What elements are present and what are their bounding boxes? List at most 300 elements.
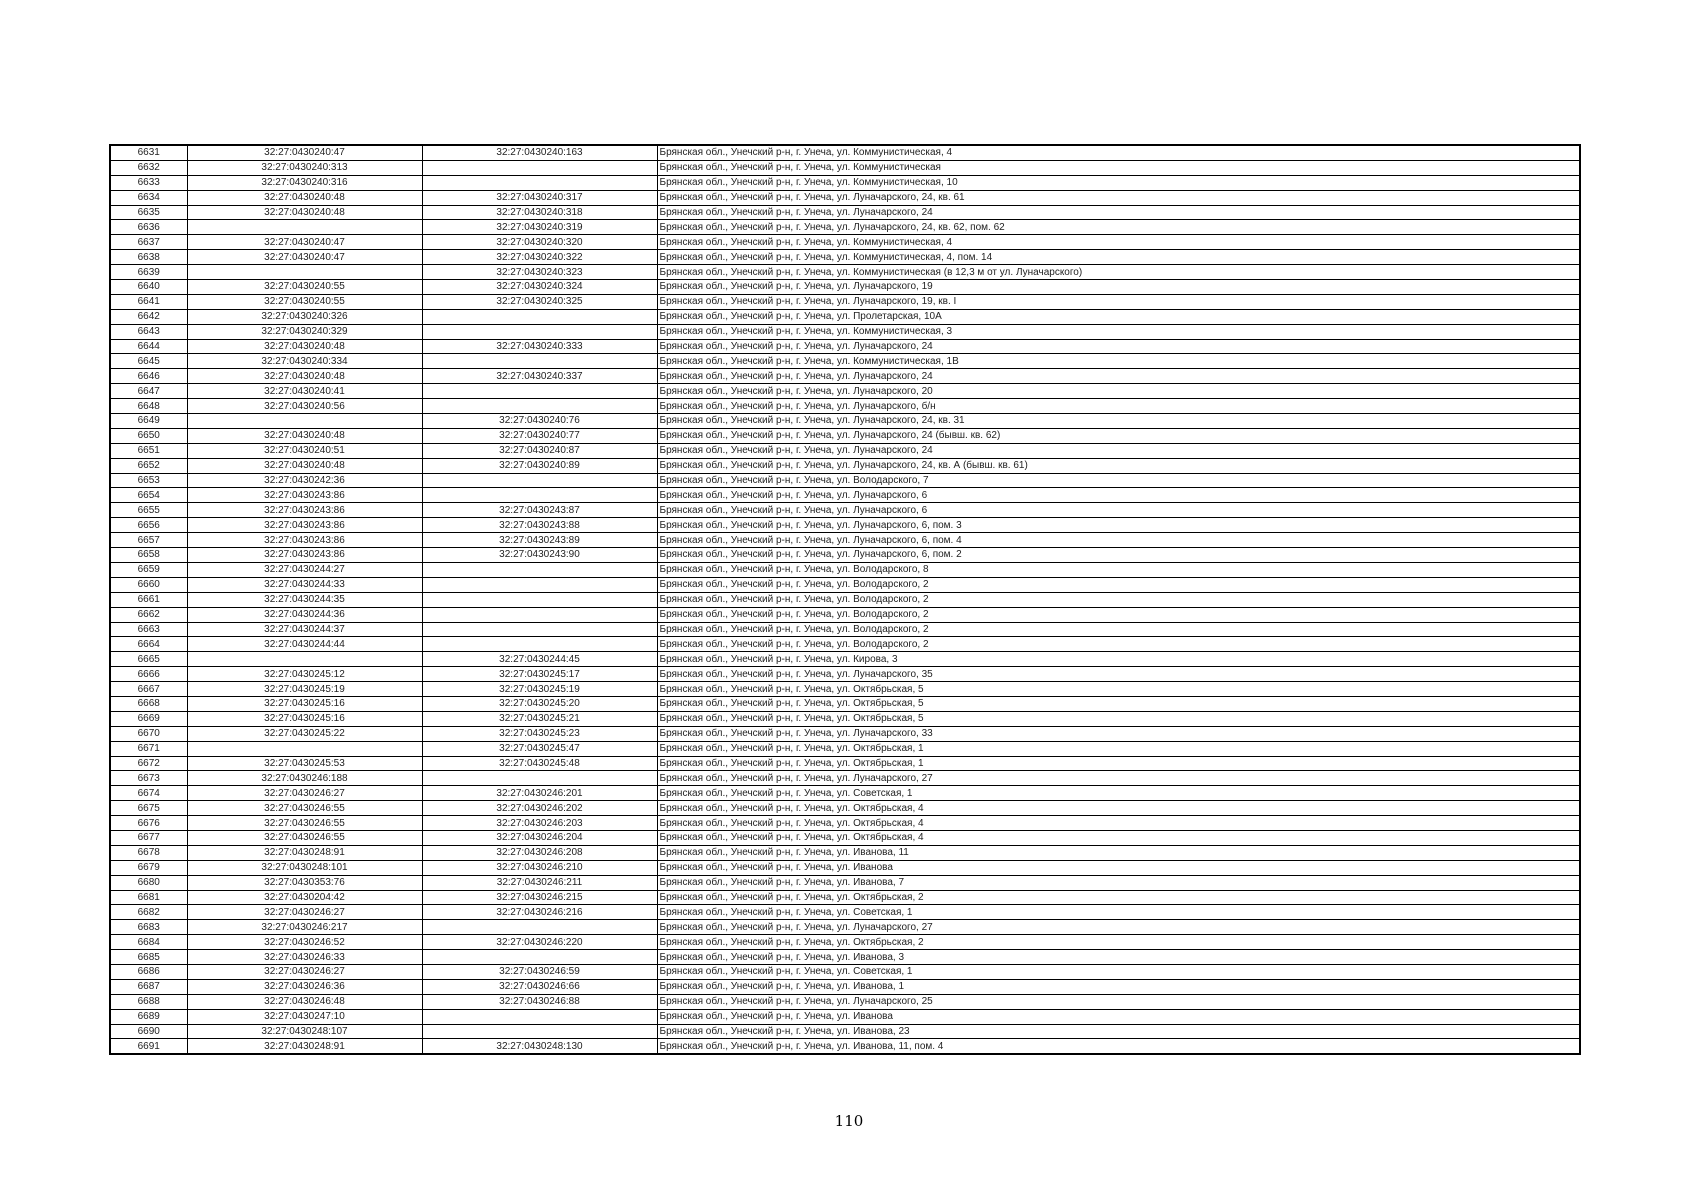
parcel-number-cell: 32:27:0430246:48	[187, 994, 422, 1009]
row-number-cell: 6666	[110, 667, 187, 682]
parcel-number-cell: 32:27:0430240:48	[187, 339, 422, 354]
table-row	[110, 1024, 1580, 1039]
address-cell: Брянская обл., Унечский р-н, г. Унеча, ул. Луначарского, 6, пом. 4	[657, 533, 1580, 548]
parcel-number-cell: 32:27:0430240:51	[187, 443, 422, 458]
address-cell: Брянская обл., Унечский р-н, г. Унеча, ул. Луначарского, 24	[657, 205, 1580, 220]
table-row	[110, 205, 1580, 220]
parcel-number-cell: 32:27:0430243:86	[187, 488, 422, 503]
row-number-cell: 6635	[110, 205, 187, 220]
table-row	[110, 250, 1580, 265]
parcel-number-cell: 32:27:0430245:16	[187, 696, 422, 711]
object-number-cell: 32:27:0430243:90	[422, 548, 657, 563]
address-cell: Брянская обл., Унечский р-н, г. Унеча, ул. Володарского, 2	[657, 637, 1580, 652]
row-number-cell: 6652	[110, 458, 187, 473]
row-number-cell: 6659	[110, 562, 187, 577]
row-number-cell: 6689	[110, 1009, 187, 1024]
row-number-cell: 6633	[110, 175, 187, 190]
address-cell: Брянская обл., Унечский р-н, г. Унеча, ул. Луначарского, 25	[657, 994, 1580, 1009]
address-cell: Брянская обл., Унечский р-н, г. Унеча, ул. Октябрьская, 1	[657, 741, 1580, 756]
row-number-cell: 6687	[110, 979, 187, 994]
address-cell: Брянская обл., Унечский р-н, г. Унеча, ул. Луначарского, 35	[657, 667, 1580, 682]
parcel-number-cell: 32:27:0430248:91	[187, 845, 422, 860]
address-cell: Брянская обл., Унечский р-н, г. Унеча, ул. Луначарского, 19, кв. I	[657, 294, 1580, 309]
address-cell: Брянская обл., Унечский р-н, г. Унеча, ул. Октябрьская, 1	[657, 756, 1580, 771]
table-row	[110, 458, 1580, 473]
address-cell: Брянская обл., Унечский р-н, г. Унеча, ул. Луначарского, 24, кв. А (бывш. кв. 61)	[657, 458, 1580, 473]
row-number-cell: 6685	[110, 950, 187, 965]
address-cell: Брянская обл., Унечский р-н, г. Унеча, ул. Луначарского, 27	[657, 920, 1580, 935]
address-cell: Брянская обл., Унечский р-н, г. Унеча, ул. Луначарского, б/н	[657, 399, 1580, 414]
address-cell: Брянская обл., Унечский р-н, г. Унеча, ул. Советская, 1	[657, 905, 1580, 920]
object-number-cell	[422, 324, 657, 339]
address-cell: Брянская обл., Унечский р-н, г. Унеча, ул. Луначарского, 24, кв. 31	[657, 414, 1580, 429]
row-number-cell: 6641	[110, 294, 187, 309]
object-number-cell: 32:27:0430240:333	[422, 339, 657, 354]
object-number-cell: 32:27:0430240:163	[422, 145, 657, 160]
row-number-cell: 6643	[110, 324, 187, 339]
parcel-number-cell: 32:27:0430243:86	[187, 503, 422, 518]
row-number-cell: 6661	[110, 592, 187, 607]
parcel-number-cell: 32:27:0430240:55	[187, 294, 422, 309]
parcel-number-cell: 32:27:0430245:22	[187, 726, 422, 741]
parcel-number-cell: 32:27:0430248:107	[187, 1024, 422, 1039]
parcel-number-cell: 32:27:0430248:91	[187, 1039, 422, 1054]
table-row	[110, 756, 1580, 771]
parcel-number-cell: 32:27:0430240:48	[187, 205, 422, 220]
parcel-number-cell: 32:27:0430240:316	[187, 175, 422, 190]
table-row	[110, 160, 1580, 175]
table-row	[110, 726, 1580, 741]
table-row	[110, 175, 1580, 190]
table-row	[110, 816, 1580, 831]
table-row	[110, 1009, 1580, 1024]
parcel-number-cell: 32:27:0430247:10	[187, 1009, 422, 1024]
table-row	[110, 711, 1580, 726]
object-number-cell: 32:27:0430246:88	[422, 994, 657, 1009]
address-cell: Брянская обл., Унечский р-н, г. Унеча, ул. Октябрьская, 2	[657, 890, 1580, 905]
row-number-cell: 6647	[110, 384, 187, 399]
address-cell: Брянская обл., Унечский р-н, г. Унеча, ул. Луначарского, 33	[657, 726, 1580, 741]
address-cell: Брянская обл., Унечский р-н, г. Унеча, ул. Коммунистическая, 4	[657, 235, 1580, 250]
table-row	[110, 741, 1580, 756]
object-number-cell	[422, 920, 657, 935]
row-number-cell: 6646	[110, 369, 187, 384]
parcel-number-cell: 32:27:0430204:42	[187, 890, 422, 905]
object-number-cell	[422, 473, 657, 488]
object-number-cell: 32:27:0430246:59	[422, 964, 657, 979]
object-number-cell	[422, 175, 657, 190]
parcel-number-cell	[187, 652, 422, 667]
table-row	[110, 830, 1580, 845]
row-number-cell: 6631	[110, 145, 187, 160]
address-cell: Брянская обл., Унечский р-н, г. Унеча, ул. Октябрьская, 4	[657, 801, 1580, 816]
address-cell: Брянская обл., Унечский р-н, г. Унеча, ул. Иванова, 23	[657, 1024, 1580, 1039]
address-cell: Брянская обл., Унечский р-н, г. Унеча, ул. Иванова, 11	[657, 845, 1580, 860]
table-row	[110, 518, 1580, 533]
address-cell: Брянская обл., Унечский р-н, г. Унеча, ул. Луначарского, 27	[657, 771, 1580, 786]
parcel-number-cell: 32:27:0430243:86	[187, 518, 422, 533]
table-row	[110, 488, 1580, 503]
address-cell: Брянская обл., Унечский р-н, г. Унеча, ул. Коммунистическая (в 12,3 м от ул. Луначарского)	[657, 265, 1580, 280]
row-number-cell: 6634	[110, 190, 187, 205]
table-row	[110, 607, 1580, 622]
parcel-number-cell: 32:27:0430240:48	[187, 458, 422, 473]
parcel-number-cell: 32:27:0430246:55	[187, 816, 422, 831]
page-number: 110	[834, 1112, 864, 1130]
parcel-number-cell: 32:27:0430240:334	[187, 354, 422, 369]
address-cell: Брянская обл., Унечский р-н, г. Унеча, ул. Луначарского, 24	[657, 369, 1580, 384]
parcel-number-cell: 32:27:0430245:16	[187, 711, 422, 726]
address-cell: Брянская обл., Унечский р-н, г. Унеча, ул. Луначарского, 24, кв. 61	[657, 190, 1580, 205]
address-cell: Брянская обл., Унечский р-н, г. Унеча, ул. Иванова, 11, пом. 4	[657, 1039, 1580, 1054]
table-row	[110, 414, 1580, 429]
object-number-cell	[422, 488, 657, 503]
object-number-cell	[422, 309, 657, 324]
row-number-cell: 6676	[110, 816, 187, 831]
parcel-number-cell: 32:27:0430246:217	[187, 920, 422, 935]
object-number-cell	[422, 160, 657, 175]
address-cell: Брянская обл., Унечский р-н, г. Унеча, ул. Луначарского, 6	[657, 488, 1580, 503]
parcel-number-cell: 32:27:0430240:326	[187, 309, 422, 324]
row-number-cell: 6678	[110, 845, 187, 860]
object-number-cell: 32:27:0430245:17	[422, 667, 657, 682]
address-cell: Брянская обл., Унечский р-н, г. Унеча, ул. Володарского, 2	[657, 592, 1580, 607]
parcel-number-cell: 32:27:0430243:86	[187, 533, 422, 548]
object-number-cell: 32:27:0430240:89	[422, 458, 657, 473]
object-number-cell	[422, 354, 657, 369]
object-number-cell: 32:27:0430240:87	[422, 443, 657, 458]
address-cell: Брянская обл., Унечский р-н, г. Унеча, ул. Луначарского, 24	[657, 443, 1580, 458]
table-row	[110, 637, 1580, 652]
row-number-cell: 6665	[110, 652, 187, 667]
address-cell: Брянская обл., Унечский р-н, г. Унеча, ул. Пролетарская, 10А	[657, 309, 1580, 324]
parcel-number-cell: 32:27:0430246:55	[187, 830, 422, 845]
object-number-cell: 32:27:0430243:88	[422, 518, 657, 533]
object-number-cell: 32:27:0430246:203	[422, 816, 657, 831]
object-number-cell: 32:27:0430245:47	[422, 741, 657, 756]
row-number-cell: 6664	[110, 637, 187, 652]
table-row	[110, 309, 1580, 324]
parcel-number-cell: 32:27:0430244:35	[187, 592, 422, 607]
table-row	[110, 265, 1580, 280]
parcel-number-cell: 32:27:0430244:37	[187, 622, 422, 637]
row-number-cell: 6657	[110, 533, 187, 548]
object-number-cell: 32:27:0430246:66	[422, 979, 657, 994]
table-row	[110, 428, 1580, 443]
table-row	[110, 994, 1580, 1009]
object-number-cell	[422, 399, 657, 414]
address-cell: Брянская обл., Унечский р-н, г. Унеча, ул. Володарского, 2	[657, 622, 1580, 637]
parcel-number-cell: 32:27:0430240:47	[187, 145, 422, 160]
row-number-cell: 6677	[110, 830, 187, 845]
table-row	[110, 801, 1580, 816]
address-cell: Брянская обл., Унечский р-н, г. Унеча, ул. Октябрьская, 2	[657, 935, 1580, 950]
table-row	[110, 786, 1580, 801]
object-number-cell: 32:27:0430240:325	[422, 294, 657, 309]
table-row	[110, 667, 1580, 682]
row-number-cell: 6655	[110, 503, 187, 518]
parcel-number-cell: 32:27:0430246:27	[187, 964, 422, 979]
table-row	[110, 950, 1580, 965]
row-number-cell: 6637	[110, 235, 187, 250]
object-number-cell: 32:27:0430246:208	[422, 845, 657, 860]
parcel-number-cell	[187, 741, 422, 756]
parcel-number-cell: 32:27:0430240:56	[187, 399, 422, 414]
row-number-cell: 6662	[110, 607, 187, 622]
table-row	[110, 1039, 1580, 1054]
object-number-cell: 32:27:0430246:201	[422, 786, 657, 801]
table-row	[110, 503, 1580, 518]
address-cell: Брянская обл., Унечский р-н, г. Унеча, ул. Иванова	[657, 860, 1580, 875]
table-row	[110, 384, 1580, 399]
object-number-cell: 32:27:0430246:211	[422, 875, 657, 890]
object-number-cell: 32:27:0430240:323	[422, 265, 657, 280]
object-number-cell	[422, 950, 657, 965]
object-number-cell: 32:27:0430246:220	[422, 935, 657, 950]
table-row	[110, 577, 1580, 592]
parcel-number-cell: 32:27:0430245:19	[187, 682, 422, 697]
table-row	[110, 652, 1580, 667]
object-number-cell: 32:27:0430245:19	[422, 682, 657, 697]
row-number-cell: 6683	[110, 920, 187, 935]
row-number-cell: 6632	[110, 160, 187, 175]
row-number-cell: 6642	[110, 309, 187, 324]
object-number-cell	[422, 607, 657, 622]
row-number-cell: 6638	[110, 250, 187, 265]
table-row	[110, 473, 1580, 488]
parcel-number-cell: 32:27:0430246:27	[187, 905, 422, 920]
address-cell: Брянская обл., Унечский р-н, г. Унеча, ул. Луначарского, 6, пом. 3	[657, 518, 1580, 533]
object-number-cell: 32:27:0430240:317	[422, 190, 657, 205]
object-number-cell	[422, 562, 657, 577]
parcel-number-cell: 32:27:0430246:188	[187, 771, 422, 786]
table-row	[110, 771, 1580, 786]
address-cell: Брянская обл., Унечский р-н, г. Унеча, ул. Октябрьская, 5	[657, 711, 1580, 726]
object-number-cell	[422, 1009, 657, 1024]
object-number-cell: 32:27:0430244:45	[422, 652, 657, 667]
object-number-cell	[422, 577, 657, 592]
object-number-cell: 32:27:0430246:204	[422, 830, 657, 845]
object-number-cell: 32:27:0430240:322	[422, 250, 657, 265]
object-number-cell	[422, 622, 657, 637]
address-cell: Брянская обл., Унечский р-н, г. Унеча, ул. Советская, 1	[657, 964, 1580, 979]
row-number-cell: 6656	[110, 518, 187, 533]
table-row	[110, 622, 1580, 637]
table-row	[110, 592, 1580, 607]
parcel-number-cell: 32:27:0430240:48	[187, 369, 422, 384]
address-cell: Брянская обл., Унечский р-н, г. Унеча, ул. Иванова	[657, 1009, 1580, 1024]
object-number-cell: 32:27:0430243:89	[422, 533, 657, 548]
table-row	[110, 354, 1580, 369]
parcel-number-cell: 32:27:0430244:44	[187, 637, 422, 652]
address-cell: Брянская обл., Унечский р-н, г. Унеча, ул. Иванова, 1	[657, 979, 1580, 994]
table-row	[110, 920, 1580, 935]
table-row	[110, 190, 1580, 205]
row-number-cell: 6663	[110, 622, 187, 637]
parcel-number-cell: 32:27:0430353:76	[187, 875, 422, 890]
object-number-cell: 32:27:0430246:202	[422, 801, 657, 816]
object-number-cell: 32:27:0430240:76	[422, 414, 657, 429]
address-cell: Брянская обл., Унечский р-н, г. Унеча, ул. Луначарского, 6	[657, 503, 1580, 518]
object-number-cell: 32:27:0430248:130	[422, 1039, 657, 1054]
table-row	[110, 682, 1580, 697]
row-number-cell: 6653	[110, 473, 187, 488]
parcel-number-cell: 32:27:0430240:47	[187, 235, 422, 250]
address-cell: Брянская обл., Унечский р-н, г. Унеча, ул. Октябрьская, 4	[657, 830, 1580, 845]
row-number-cell: 6675	[110, 801, 187, 816]
object-number-cell: 32:27:0430246:210	[422, 860, 657, 875]
row-number-cell: 6682	[110, 905, 187, 920]
table-row	[110, 280, 1580, 295]
row-number-cell: 6650	[110, 428, 187, 443]
parcel-number-cell: 32:27:0430240:48	[187, 190, 422, 205]
parcel-number-cell	[187, 414, 422, 429]
object-number-cell: 32:27:0430240:318	[422, 205, 657, 220]
table-row	[110, 875, 1580, 890]
object-number-cell: 32:27:0430240:77	[422, 428, 657, 443]
parcel-number-cell: 32:27:0430240:41	[187, 384, 422, 399]
table-row	[110, 235, 1580, 250]
parcel-number-cell: 32:27:0430246:27	[187, 786, 422, 801]
address-cell: Брянская обл., Унечский р-н, г. Унеча, ул. Луначарского, 24, кв. 62, пом. 62	[657, 220, 1580, 235]
object-number-cell: 32:27:0430245:20	[422, 696, 657, 711]
address-cell: Брянская обл., Унечский р-н, г. Унеча, ул. Октябрьская, 4	[657, 816, 1580, 831]
table-row	[110, 979, 1580, 994]
address-cell: Брянская обл., Унечский р-н, г. Унеча, ул. Луначарского, 20	[657, 384, 1580, 399]
table-row	[110, 220, 1580, 235]
table-row	[110, 860, 1580, 875]
parcel-number-cell: 32:27:0430244:33	[187, 577, 422, 592]
row-number-cell: 6681	[110, 890, 187, 905]
table-row	[110, 443, 1580, 458]
parcel-number-cell: 32:27:0430244:27	[187, 562, 422, 577]
row-number-cell: 6667	[110, 682, 187, 697]
table-row	[110, 399, 1580, 414]
parcel-number-cell	[187, 220, 422, 235]
table-row	[110, 935, 1580, 950]
address-cell: Брянская обл., Унечский р-н, г. Унеча, ул. Володарского, 2	[657, 607, 1580, 622]
address-cell: Брянская обл., Унечский р-н, г. Унеча, ул. Иванова, 3	[657, 950, 1580, 965]
parcel-number-cell: 32:27:0430240:47	[187, 250, 422, 265]
row-number-cell: 6690	[110, 1024, 187, 1039]
row-number-cell: 6640	[110, 280, 187, 295]
parcel-number-cell: 32:27:0430240:329	[187, 324, 422, 339]
parcel-number-cell: 32:27:0430240:313	[187, 160, 422, 175]
address-cell: Брянская обл., Унечский р-н, г. Унеча, ул. Луначарского, 6, пом. 2	[657, 548, 1580, 563]
row-number-cell: 6658	[110, 548, 187, 563]
parcel-number-cell: 32:27:0430240:48	[187, 428, 422, 443]
object-number-cell: 32:27:0430245:48	[422, 756, 657, 771]
address-cell: Брянская обл., Унечский р-н, г. Унеча, ул. Октябрьская, 5	[657, 696, 1580, 711]
address-cell: Брянская обл., Унечский р-н, г. Унеча, ул. Коммунистическая, 3	[657, 324, 1580, 339]
object-number-cell	[422, 771, 657, 786]
table-row	[110, 145, 1580, 160]
row-number-cell: 6670	[110, 726, 187, 741]
object-number-cell: 32:27:0430240:337	[422, 369, 657, 384]
row-number-cell: 6680	[110, 875, 187, 890]
object-number-cell: 32:27:0430246:216	[422, 905, 657, 920]
table-row	[110, 339, 1580, 354]
object-number-cell: 32:27:0430240:320	[422, 235, 657, 250]
parcel-number-cell: 32:27:0430245:12	[187, 667, 422, 682]
row-number-cell: 6669	[110, 711, 187, 726]
row-number-cell: 6660	[110, 577, 187, 592]
address-cell: Брянская обл., Унечский р-н, г. Унеча, ул. Луначарского, 24 (бывш. кв. 62)	[657, 428, 1580, 443]
row-number-cell: 6679	[110, 860, 187, 875]
object-number-cell: 32:27:0430240:324	[422, 280, 657, 295]
object-number-cell	[422, 637, 657, 652]
row-number-cell: 6684	[110, 935, 187, 950]
table-row	[110, 369, 1580, 384]
address-cell: Брянская обл., Унечский р-н, г. Унеча, ул. Иванова, 7	[657, 875, 1580, 890]
parcel-number-cell: 32:27:0430248:101	[187, 860, 422, 875]
table-row	[110, 964, 1580, 979]
table-row	[110, 294, 1580, 309]
object-number-cell: 32:27:0430245:23	[422, 726, 657, 741]
parcel-number-cell: 32:27:0430240:55	[187, 280, 422, 295]
row-number-cell: 6688	[110, 994, 187, 1009]
object-number-cell: 32:27:0430243:87	[422, 503, 657, 518]
address-cell: Брянская обл., Унечский р-н, г. Унеча, ул. Коммунистическая, 4, пом. 14	[657, 250, 1580, 265]
parcel-number-cell: 32:27:0430246:33	[187, 950, 422, 965]
address-cell: Брянская обл., Унечский р-н, г. Унеча, ул. Коммунистическая, 4	[657, 145, 1580, 160]
table-row	[110, 533, 1580, 548]
object-number-cell	[422, 384, 657, 399]
address-cell: Брянская обл., Унечский р-н, г. Унеча, ул. Володарского, 2	[657, 577, 1580, 592]
row-number-cell: 6645	[110, 354, 187, 369]
address-cell: Брянская обл., Унечский р-н, г. Унеча, ул. Советская, 1	[657, 786, 1580, 801]
object-number-cell: 32:27:0430240:319	[422, 220, 657, 235]
address-cell: Брянская обл., Унечский р-н, г. Унеча, ул. Луначарского, 19	[657, 280, 1580, 295]
row-number-cell: 6668	[110, 696, 187, 711]
row-number-cell: 6649	[110, 414, 187, 429]
row-number-cell: 6639	[110, 265, 187, 280]
address-cell: Брянская обл., Унечский р-н, г. Унеча, ул. Володарского, 8	[657, 562, 1580, 577]
object-number-cell	[422, 1024, 657, 1039]
table-row	[110, 905, 1580, 920]
parcel-number-cell: 32:27:0430246:36	[187, 979, 422, 994]
row-number-cell: 6644	[110, 339, 187, 354]
row-number-cell: 6672	[110, 756, 187, 771]
row-number-cell: 6673	[110, 771, 187, 786]
table-row	[110, 696, 1580, 711]
object-number-cell	[422, 592, 657, 607]
table-row	[110, 324, 1580, 339]
parcel-number-cell: 32:27:0430243:86	[187, 548, 422, 563]
row-number-cell: 6648	[110, 399, 187, 414]
address-cell: Брянская обл., Унечский р-н, г. Унеча, ул. Володарского, 7	[657, 473, 1580, 488]
cadastral-table	[109, 144, 1581, 1055]
row-number-cell: 6691	[110, 1039, 187, 1054]
table-row	[110, 562, 1580, 577]
address-cell: Брянская обл., Унечский р-н, г. Унеча, ул. Октябрьская, 5	[657, 682, 1580, 697]
row-number-cell: 6654	[110, 488, 187, 503]
object-number-cell: 32:27:0430245:21	[422, 711, 657, 726]
parcel-number-cell: 32:27:0430242:36	[187, 473, 422, 488]
row-number-cell: 6636	[110, 220, 187, 235]
row-number-cell: 6671	[110, 741, 187, 756]
row-number-cell: 6686	[110, 964, 187, 979]
table-row	[110, 890, 1580, 905]
parcel-number-cell: 32:27:0430246:52	[187, 935, 422, 950]
address-cell: Брянская обл., Унечский р-н, г. Унеча, ул. Коммунистическая, 10	[657, 175, 1580, 190]
parcel-number-cell: 32:27:0430244:36	[187, 607, 422, 622]
address-cell: Брянская обл., Унечский р-н, г. Унеча, ул. Кирова, 3	[657, 652, 1580, 667]
parcel-number-cell: 32:27:0430246:55	[187, 801, 422, 816]
object-number-cell: 32:27:0430246:215	[422, 890, 657, 905]
address-cell: Брянская обл., Унечский р-н, г. Унеча, ул. Коммунистическая	[657, 160, 1580, 175]
table-body	[110, 145, 1580, 1054]
